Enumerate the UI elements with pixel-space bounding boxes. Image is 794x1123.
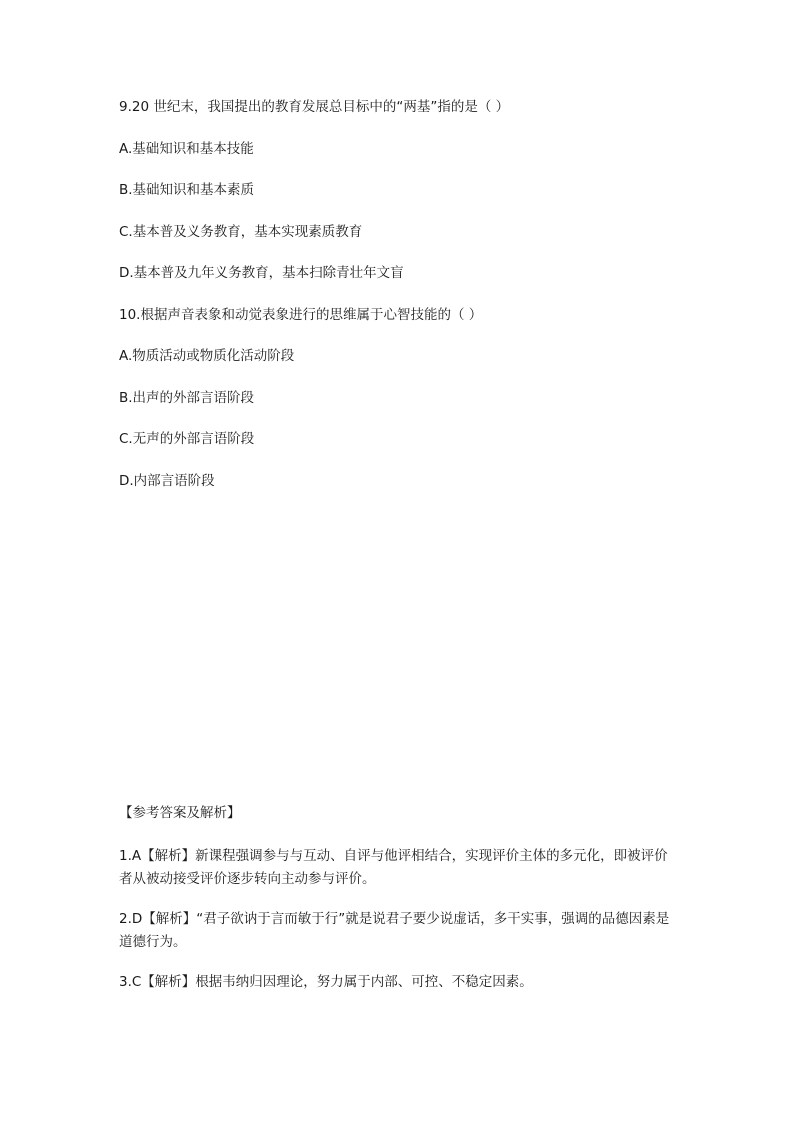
question-9-option-d: D.基本普及九年义务教育，基本扫除青壮年文盲 [119, 265, 404, 281]
question-10-option-a: A.物质活动或物质化活动阶段 [119, 348, 295, 364]
question-9-stem: 9.20 世纪末，我国提出的教育发展总目标中的“两基”指的是（ ） [119, 99, 510, 115]
answer-prefix: 1.A【解析】 [119, 848, 196, 864]
answer-text: 根据韦纳归因理论，努力属于内部、可控、不稳定因素。 [195, 974, 533, 990]
question-9-option-a: A.基础知识和基本技能 [119, 141, 254, 157]
answer-text: “君子欲讷于言而敏于行”就是说君子要少说虚话，多干实事，强调的品德因素是道德行为。 [119, 911, 670, 950]
question-10-stem: 10.根据声音表象和动觉表象进行的思维属于心智技能的（ ） [119, 307, 483, 323]
answer-item-3 [119, 971, 679, 994]
answers-heading: 【参考答案及解析】 [119, 805, 241, 821]
answer-text: 新课程强调参与与互动、自评与他评相结合，实现评价主体的多元化，即被评价者从被动接受评价逐步转向主动参与评价。 [119, 848, 668, 887]
answer-prefix: 3.C【解析】 [119, 974, 196, 990]
question-10-option-b: B.出声的外部言语阶段 [119, 390, 255, 406]
answer-item-2 [119, 908, 679, 954]
question-9-option-b: B.基础知识和基本素质 [119, 182, 255, 198]
answer-prefix: 2.D【解析】 [119, 911, 197, 927]
question-9-option-c: C.基本普及义务教育，基本实现素质教育 [119, 224, 363, 240]
question-10-option-d: D.内部言语阶段 [119, 473, 215, 489]
answer-item-1 [119, 845, 679, 891]
question-10-option-c: C.无声的外部言语阶段 [119, 431, 255, 447]
